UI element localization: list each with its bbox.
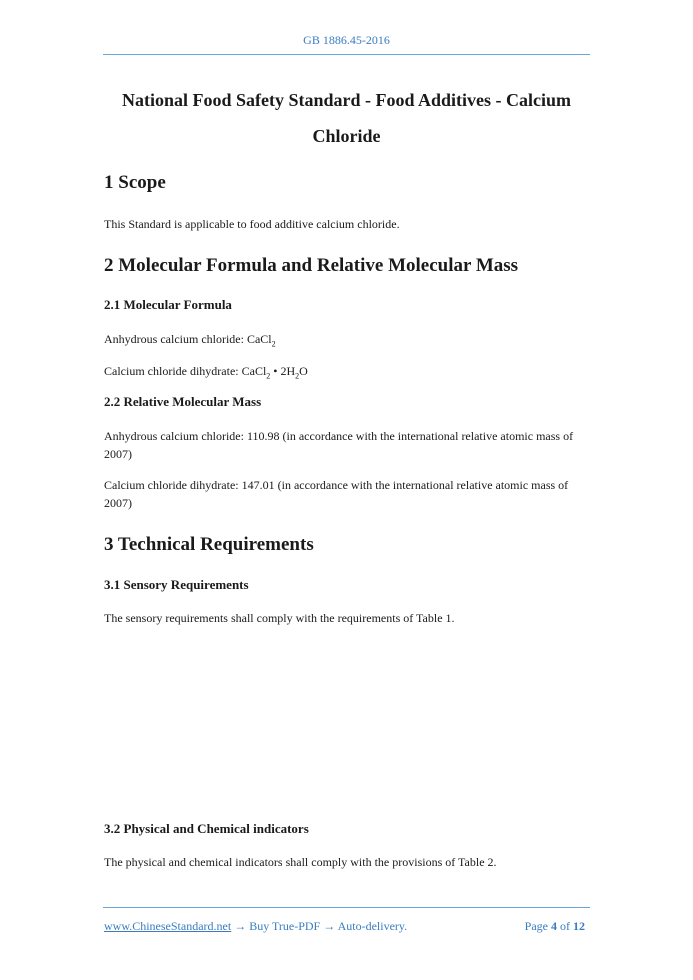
dihydrate-formula bbox=[104, 362, 590, 385]
page-indicator bbox=[525, 919, 585, 934]
section-2-2-heading: 2.2 Relative Molecular Mass bbox=[104, 394, 262, 409]
physchem-text: The physical and chemical indicators shall comply with the provisions of Table 2. bbox=[104, 855, 497, 869]
section-2-heading: 2 Molecular Formula and Relative Molecular Mass bbox=[104, 255, 519, 276]
page-of: of bbox=[557, 919, 573, 933]
section-3-1-heading: 3.1 Sensory Requirements bbox=[104, 577, 249, 592]
section-3-heading: 3 Technical Requirements bbox=[104, 534, 314, 555]
page-total: 12 bbox=[573, 919, 585, 933]
dihydrate-formula-label: Calcium chloride dihydrate: bbox=[104, 364, 242, 378]
header-standard-code: GB 1886.45-2016 bbox=[303, 33, 390, 47]
anhydrous-formula-value: CaCl bbox=[246, 332, 272, 346]
page-label: Page bbox=[524, 919, 551, 933]
scope-text: This Standard is applicable to food additive calcium chloride. bbox=[104, 217, 400, 231]
dihydrate-formula-dot: • 2H bbox=[270, 364, 296, 378]
dihydrate-formula-sub-a: 2 bbox=[266, 371, 271, 381]
document-title: National Food Safety Standard - Food Additives - Calcium Chloride bbox=[121, 90, 572, 146]
section-2-1-heading: 2.1 Molecular Formula bbox=[104, 297, 232, 312]
footer-site-link[interactable]: www.ChineseStandard.net bbox=[104, 919, 232, 933]
dihydrate-formula-part-b: O bbox=[299, 364, 308, 378]
footer-links bbox=[104, 919, 407, 934]
dihydrate-formula-sub-b: 2 bbox=[295, 371, 300, 381]
section-3-2-heading: 3.2 Physical and Chemical indicators bbox=[104, 821, 309, 836]
footer-buy-link[interactable]: Buy True-PDF bbox=[249, 919, 321, 933]
header-divider bbox=[103, 54, 590, 55]
page-current: 4 bbox=[551, 919, 557, 933]
anhydrous-mass-text: Anhydrous calcium chloride: 110.98 (in accordance with the international relative atomic mass of 2007) bbox=[104, 429, 574, 461]
sensory-text: The sensory requirements shall comply with the requirements of Table 1. bbox=[104, 611, 455, 625]
footer-delivery: Auto-delivery. bbox=[337, 919, 408, 933]
anhydrous-formula-subscript: 2 bbox=[271, 339, 276, 349]
dihydrate-formula-part-a: CaCl bbox=[241, 364, 267, 378]
footer-divider bbox=[103, 907, 590, 908]
section-1-heading: 1 Scope bbox=[104, 172, 166, 193]
dihydrate-mass-text: Calcium chloride dihydrate: 147.01 (in accordance with the international relative atomic mass of 2007) bbox=[104, 478, 569, 510]
anhydrous-formula bbox=[104, 330, 590, 353]
anhydrous-formula-label: Anhydrous calcium chloride: bbox=[104, 332, 247, 346]
footer-arrow-1: → bbox=[231, 919, 250, 933]
footer-arrow-2: → bbox=[320, 919, 338, 933]
